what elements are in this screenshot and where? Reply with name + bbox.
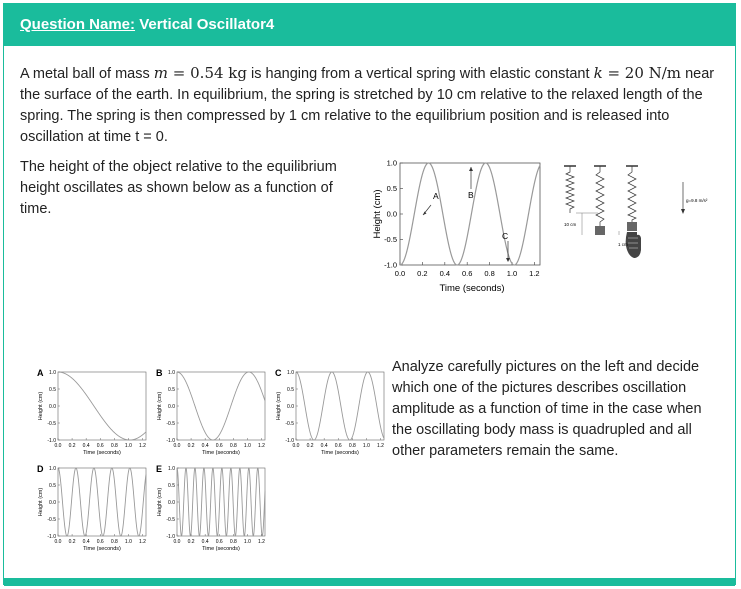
marker-b: B — [468, 190, 474, 200]
hand-icon — [626, 232, 641, 258]
option-xlabel: Time (seconds) — [202, 450, 240, 456]
spring-relaxed — [564, 166, 576, 213]
option-ytick-label: 1.0 — [287, 369, 294, 376]
gravity-arrow-head — [681, 209, 685, 214]
option-plot-c[interactable] — [274, 366, 392, 461]
option-ytick-label: -1.0 — [166, 437, 175, 444]
option-xtick-label: 1.0 — [243, 539, 251, 545]
marker-a: A — [433, 191, 439, 201]
option-ytick-label: -0.5 — [47, 420, 56, 427]
option-ytick-label: 0.5 — [49, 386, 56, 393]
option-ylabel: Height (cm) — [276, 391, 282, 421]
main-height-plot — [360, 153, 550, 298]
main-ytick-label: 0.5 — [386, 184, 397, 193]
option-xtick-label: 0.2 — [68, 539, 76, 545]
mass-value: = 0.54 kg — [172, 64, 247, 82]
intro-text-3: near the surface of the earth. In equilibrium, the spring is stretched by 10 cm relative to the relaxed length of the spring. The spring is then compressed by 1 cm relative to the equilibrium position and is released into oscillation at time t = 0. — [20, 66, 715, 145]
option-xtick-label: 0.6 — [96, 443, 104, 449]
option-ytick-label: -1.0 — [47, 437, 56, 444]
intro-text-2: is hanging from a vertical spring with elastic constant — [251, 66, 590, 82]
option-xlabel: Time (seconds) — [83, 450, 121, 456]
ball-equilibrium — [595, 226, 605, 235]
option-xtick-label: 0.2 — [187, 539, 195, 545]
option-xlabel: Time (seconds) — [202, 546, 240, 552]
option-label-e: E — [156, 464, 163, 474]
option-xtick-label: 0.0 — [54, 539, 62, 545]
arrow-a-head — [423, 212, 427, 216]
option-curve-c — [296, 372, 384, 440]
option-ylabel: Height (cm) — [38, 391, 44, 421]
option-ytick-label: -0.5 — [166, 420, 175, 427]
option-ylabel: Height (cm) — [157, 391, 163, 421]
option-curve-e — [177, 468, 265, 536]
option-ytick-label: 0.5 — [168, 482, 175, 489]
main-xlabel: Time (seconds) — [439, 283, 505, 294]
question-header — [4, 4, 735, 46]
option-ytick-label: 1.0 — [168, 369, 175, 376]
option-ytick-label: 0.5 — [168, 386, 175, 393]
question-name: Vertical Oscillator4 — [139, 16, 275, 33]
option-xtick-label: 0.6 — [215, 539, 223, 545]
option-label-d: D — [37, 464, 44, 474]
option-ytick-label: 1.0 — [168, 465, 175, 472]
option-xtick-label: 0.6 — [334, 443, 342, 449]
option-xtick-label: 0.4 — [201, 443, 209, 449]
spring-constant-variable: k — [593, 64, 603, 82]
option-plot-a[interactable] — [36, 366, 154, 461]
option-xtick-label: 0.0 — [54, 443, 62, 449]
option-curve-a — [58, 372, 146, 440]
option-ytick-label: -0.5 — [285, 420, 294, 427]
option-xtick-label: 0.8 — [229, 539, 237, 545]
option-xtick-label: 0.2 — [187, 443, 195, 449]
option-plot-frame — [58, 372, 146, 440]
option-ytick-label: -0.5 — [166, 516, 175, 523]
main-ytick-label: -1.0 — [384, 260, 397, 270]
option-xtick-label: 0.4 — [320, 443, 328, 449]
main-xtick-label: 1.0 — [506, 269, 518, 278]
option-xtick-label: 1.0 — [362, 443, 370, 449]
option-xtick-label: 0.0 — [292, 443, 300, 449]
option-ytick-label: 0.0 — [168, 403, 175, 410]
option-xtick-label: 1.0 — [124, 539, 132, 545]
main-xtick-label: 1.2 — [529, 269, 540, 278]
option-xtick-label: 1.2 — [139, 539, 146, 545]
main-ytick-label: 1.0 — [386, 158, 397, 168]
problem-statement — [20, 63, 725, 148]
main-ytick-label: -0.5 — [384, 235, 397, 244]
option-xtick-label: 0.0 — [173, 443, 181, 449]
gravity-label: g=9.8 m/s² — [686, 198, 708, 203]
option-ytick-label: -1.0 — [285, 437, 294, 444]
option-xtick-label: 0.4 — [201, 539, 209, 545]
option-xtick-label: 0.6 — [96, 539, 104, 545]
option-xtick-label: 1.0 — [243, 443, 251, 449]
main-xtick-label: 0.0 — [394, 269, 406, 278]
ball-compressed — [627, 222, 637, 231]
spring-diagram — [552, 160, 732, 280]
option-xtick-label: 1.2 — [258, 539, 265, 545]
option-xtick-label: 0.0 — [173, 539, 181, 545]
graph-description: The height of the object relative to the equilibrium height oscillates as shown below as a function of time. — [20, 159, 337, 217]
option-curve-d — [58, 468, 146, 536]
compress-label: 1 cm — [618, 242, 628, 247]
option-curve-b — [177, 372, 265, 440]
option-xlabel: Time (seconds) — [83, 546, 121, 552]
spring-equilibrium — [594, 166, 606, 235]
option-ytick-label: -1.0 — [166, 533, 175, 540]
arrow-c-head — [506, 258, 510, 262]
option-plot-d[interactable] — [36, 462, 154, 557]
main-curve — [400, 163, 540, 265]
option-xtick-label: 0.8 — [229, 443, 237, 449]
option-ytick-label: 1.0 — [49, 465, 56, 472]
option-plot-b[interactable] — [155, 366, 273, 461]
stretch-label: 10 cm — [564, 222, 577, 227]
option-ytick-label: 1.0 — [49, 369, 56, 376]
spring-constant-value: = 20 N/m — [607, 64, 682, 82]
option-ytick-label: 0.5 — [49, 482, 56, 489]
marker-c: C — [502, 231, 509, 241]
option-label-b: B — [156, 368, 163, 378]
option-ytick-label: 0.0 — [287, 403, 294, 410]
option-xtick-label: 1.2 — [377, 443, 384, 449]
arrow-b-head — [469, 167, 473, 171]
option-xtick-label: 1.2 — [258, 443, 265, 449]
option-ytick-label: 0.5 — [287, 386, 294, 393]
option-xtick-label: 0.8 — [110, 539, 118, 545]
option-xtick-label: 0.8 — [348, 443, 356, 449]
main-ylabel: Height (cm) — [372, 189, 383, 239]
main-xtick-label: 0.8 — [484, 269, 495, 278]
option-label-c: C — [275, 368, 282, 378]
option-ylabel: Height (cm) — [157, 487, 163, 517]
option-xtick-label: 0.2 — [306, 443, 314, 449]
option-ytick-label: 0.0 — [168, 499, 175, 506]
intro-text-1: A metal ball of mass — [20, 66, 150, 82]
option-ytick-label: -0.5 — [47, 516, 56, 523]
option-ytick-label: 0.0 — [49, 499, 56, 506]
option-xtick-label: 0.2 — [68, 443, 76, 449]
mass-variable: m — [153, 64, 169, 82]
option-plot-frame — [177, 372, 265, 440]
option-xtick-label: 0.8 — [110, 443, 118, 449]
option-label-a: A — [37, 368, 44, 378]
option-ytick-label: -1.0 — [47, 533, 56, 540]
main-xtick-label: 0.2 — [417, 269, 428, 278]
spring-compressed — [626, 166, 641, 258]
option-xtick-label: 0.6 — [215, 443, 223, 449]
main-xtick-label: 0.4 — [439, 269, 451, 278]
option-plot-e[interactable] — [155, 462, 273, 557]
main-xtick-label: 0.6 — [461, 269, 473, 278]
option-xtick-label: 0.4 — [82, 443, 90, 449]
option-xtick-label: 1.0 — [124, 443, 132, 449]
option-xtick-label: 0.4 — [82, 539, 90, 545]
option-ylabel: Height (cm) — [38, 487, 44, 517]
question-name-label: Question Name: — [20, 16, 136, 33]
option-xlabel: Time (seconds) — [321, 450, 359, 456]
main-ytick-label: 0.0 — [386, 209, 397, 219]
question-prompt: Analyze carefully pictures on the left and decide which one of the pictures describes oscillation amplitude as a function of time in the case when the oscillating body mass is quadrupled and all other parameters remain the same. — [392, 359, 702, 459]
option-xtick-label: 1.2 — [139, 443, 146, 449]
footer-bar — [4, 578, 735, 586]
option-ytick-label: 0.0 — [49, 403, 56, 410]
